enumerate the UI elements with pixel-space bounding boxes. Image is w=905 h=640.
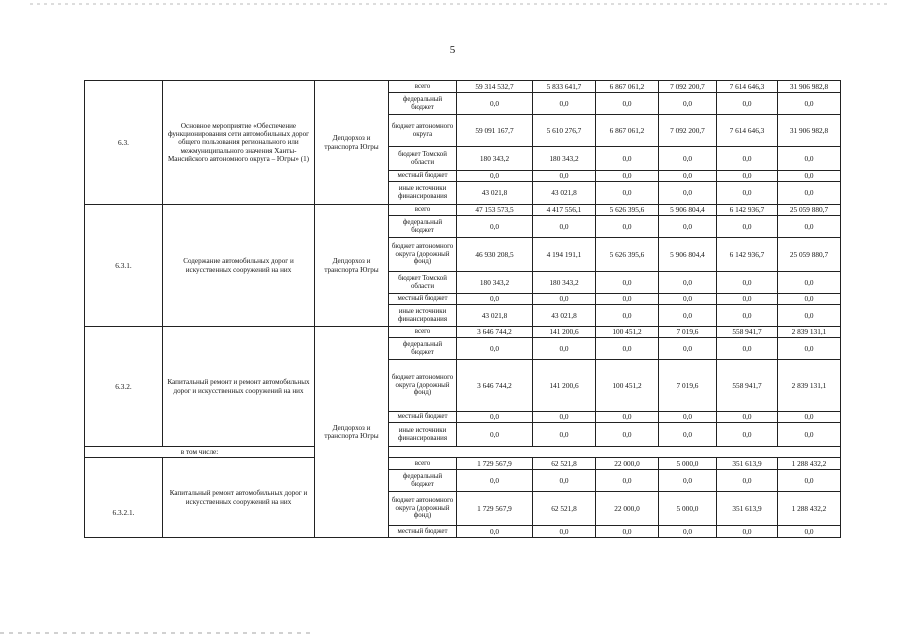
- page-number: 5: [449, 44, 456, 56]
- value-cell: 0,0: [717, 171, 778, 182]
- value-cell: 3 646 744,2: [457, 360, 533, 412]
- value-cell: 0,0: [717, 412, 778, 423]
- value-cell: 0,0: [778, 526, 841, 538]
- value-cell: 0,0: [659, 272, 717, 294]
- value-cell: 0,0: [596, 526, 659, 538]
- funding-source: федеральный бюджет: [389, 338, 457, 360]
- value-cell: 5 626 395,6: [596, 205, 659, 216]
- value-cell: 2 839 131,1: [778, 360, 841, 412]
- value-cell: 0,0: [457, 526, 533, 538]
- value-cell: 0,0: [659, 338, 717, 360]
- value-cell: 47 153 573,5: [457, 205, 533, 216]
- value-cell: 0,0: [457, 93, 533, 115]
- funding-source: местный бюджет: [389, 171, 457, 182]
- value-cell: 0,0: [778, 147, 841, 171]
- value-cell: 0,0: [778, 182, 841, 205]
- funding-source: всего: [389, 327, 457, 338]
- value-cell: 43 021,8: [457, 182, 533, 205]
- value-cell: 180 343,2: [457, 147, 533, 171]
- funding-source: местный бюджет: [389, 526, 457, 538]
- value-cell: 0,0: [778, 412, 841, 423]
- value-cell: 0,0: [596, 412, 659, 423]
- value-cell: 0,0: [717, 294, 778, 305]
- value-cell: 141 200,6: [533, 327, 596, 338]
- value-cell: 6 142 936,7: [717, 205, 778, 216]
- value-cell: 0,0: [596, 305, 659, 327]
- value-cell: 0,0: [659, 294, 717, 305]
- value-cell: 0,0: [457, 338, 533, 360]
- value-cell: 351 613,9: [717, 458, 778, 470]
- value-cell: 43 021,8: [457, 305, 533, 327]
- value-cell: 0,0: [533, 412, 596, 423]
- value-cell: 0,0: [717, 147, 778, 171]
- value-cell: 0,0: [659, 470, 717, 492]
- row-code: 6.3.1.: [85, 205, 163, 327]
- value-cell: 0,0: [778, 470, 841, 492]
- value-cell: 180 343,2: [533, 147, 596, 171]
- value-cell: 0,0: [717, 216, 778, 238]
- scan-artifact-top: [30, 3, 890, 5]
- funding-source: бюджет автономного округа (дорожный фонд): [389, 360, 457, 412]
- value-cell: 0,0: [717, 338, 778, 360]
- value-cell: 0,0: [778, 423, 841, 447]
- value-cell: 0,0: [457, 294, 533, 305]
- executor: Депдорхоз и транспорта Югры: [315, 327, 389, 538]
- value-cell: 0,0: [533, 294, 596, 305]
- value-cell: 0,0: [659, 423, 717, 447]
- value-cell: 0,0: [659, 216, 717, 238]
- value-cell: 5 610 276,7: [533, 115, 596, 147]
- value-cell: 1 288 432,2: [778, 458, 841, 470]
- funding-source: федеральный бюджет: [389, 216, 457, 238]
- value-cell: 0,0: [659, 93, 717, 115]
- measure-title: Капитальный ремонт и ремонт автомобильных дорог и искусственных сооружений на них: [163, 327, 315, 447]
- value-cell: 5 833 641,7: [533, 81, 596, 93]
- value-cell: 59 091 167,7: [457, 115, 533, 147]
- value-cell: 0,0: [778, 338, 841, 360]
- value-cell: 0,0: [457, 423, 533, 447]
- value-cell: 2 839 131,1: [778, 327, 841, 338]
- value-cell: 7 614 646,3: [717, 81, 778, 93]
- value-cell: 31 906 982,8: [778, 115, 841, 147]
- value-cell: 0,0: [778, 272, 841, 294]
- value-cell: 4 417 556,1: [533, 205, 596, 216]
- value-cell: 0,0: [533, 423, 596, 447]
- value-cell: 0,0: [596, 171, 659, 182]
- value-cell: 5 000,0: [659, 458, 717, 470]
- value-cell: 100 451,2: [596, 360, 659, 412]
- value-cell: 180 343,2: [457, 272, 533, 294]
- including-label: в том числе:: [85, 447, 315, 458]
- value-cell: 0,0: [659, 171, 717, 182]
- value-cell: 0,0: [457, 171, 533, 182]
- value-cell: 0,0: [717, 470, 778, 492]
- executor: Депдорхоз и транспорта Югры: [315, 205, 389, 327]
- value-cell: 0,0: [596, 216, 659, 238]
- empty-cell: [389, 447, 841, 458]
- value-cell: 351 613,9: [717, 492, 778, 526]
- value-cell: 0,0: [457, 470, 533, 492]
- funding-source: всего: [389, 81, 457, 93]
- value-cell: 0,0: [533, 338, 596, 360]
- funding-source: бюджет автономного округа (дорожный фонд): [389, 492, 457, 526]
- value-cell: 0,0: [659, 305, 717, 327]
- value-cell: 180 343,2: [533, 272, 596, 294]
- value-cell: 0,0: [596, 147, 659, 171]
- value-cell: 0,0: [457, 412, 533, 423]
- value-cell: 0,0: [533, 171, 596, 182]
- value-cell: 6 867 061,2: [596, 81, 659, 93]
- value-cell: 46 930 208,5: [457, 238, 533, 272]
- value-cell: 62 521,8: [533, 458, 596, 470]
- value-cell: 0,0: [533, 93, 596, 115]
- funding-source: иные источники финансирования: [389, 305, 457, 327]
- value-cell: 0,0: [778, 216, 841, 238]
- value-cell: 0,0: [596, 470, 659, 492]
- funding-source: федеральный бюджет: [389, 470, 457, 492]
- table-row: [85, 327, 841, 338]
- value-cell: 22 000,0: [596, 492, 659, 526]
- value-cell: 0,0: [778, 171, 841, 182]
- value-cell: 0,0: [659, 182, 717, 205]
- row-code: 6.3.2.: [85, 327, 163, 447]
- value-cell: 62 521,8: [533, 492, 596, 526]
- funding-source: бюджет Томской области: [389, 272, 457, 294]
- value-cell: 7 019,6: [659, 360, 717, 412]
- measure-title: Содержание автомобильных дорог и искусственных сооружений на них: [163, 205, 315, 327]
- value-cell: 25 059 880,7: [778, 205, 841, 216]
- funding-source: иные источники финансирования: [389, 182, 457, 205]
- table-row: [85, 458, 841, 470]
- value-cell: 0,0: [717, 272, 778, 294]
- value-cell: 0,0: [533, 470, 596, 492]
- scan-artifact-bottom: [0, 632, 310, 634]
- funding-source: всего: [389, 458, 457, 470]
- value-cell: 0,0: [717, 526, 778, 538]
- value-cell: 0,0: [596, 182, 659, 205]
- value-cell: 6 142 936,7: [717, 238, 778, 272]
- value-cell: 5 000,0: [659, 492, 717, 526]
- value-cell: 1 288 432,2: [778, 492, 841, 526]
- value-cell: 0,0: [717, 93, 778, 115]
- value-cell: 0,0: [533, 216, 596, 238]
- value-cell: 0,0: [596, 294, 659, 305]
- table-row: [85, 205, 841, 216]
- value-cell: 6 867 061,2: [596, 115, 659, 147]
- value-cell: 0,0: [717, 305, 778, 327]
- value-cell: 3 646 744,2: [457, 327, 533, 338]
- value-cell: 31 906 982,8: [778, 81, 841, 93]
- value-cell: 141 200,6: [533, 360, 596, 412]
- funding-source: всего: [389, 205, 457, 216]
- value-cell: 0,0: [717, 182, 778, 205]
- row-code: 6.3.2.1.: [85, 458, 163, 538]
- funding-source: местный бюджет: [389, 412, 457, 423]
- value-cell: 7 614 646,3: [717, 115, 778, 147]
- measure-title: Капитальный ремонт автомобильных дорог и искусственных сооружений на них: [163, 458, 315, 538]
- funding-source: бюджет автономного округа (дорожный фонд): [389, 238, 457, 272]
- value-cell: 5 906 804,4: [659, 205, 717, 216]
- value-cell: 5 906 804,4: [659, 238, 717, 272]
- value-cell: 7 092 200,7: [659, 115, 717, 147]
- value-cell: 0,0: [717, 423, 778, 447]
- value-cell: 558 941,7: [717, 327, 778, 338]
- value-cell: 43 021,8: [533, 182, 596, 205]
- value-cell: 5 626 395,6: [596, 238, 659, 272]
- value-cell: 0,0: [596, 93, 659, 115]
- funding-source: бюджет автономного округа: [389, 115, 457, 147]
- value-cell: 0,0: [457, 216, 533, 238]
- funding-source: иные источники финансирования: [389, 423, 457, 447]
- value-cell: 22 000,0: [596, 458, 659, 470]
- value-cell: 0,0: [596, 272, 659, 294]
- measure-title: Основное мероприятие «Обеспечение функционирования сети автомобильных дорог общего пользования регионального или межмуниципального значения Ханты-Мансийского автономного округа – Югры» (1): [163, 81, 315, 205]
- value-cell: 0,0: [778, 93, 841, 115]
- value-cell: 25 059 880,7: [778, 238, 841, 272]
- funding-source: федеральный бюджет: [389, 93, 457, 115]
- value-cell: 0,0: [596, 338, 659, 360]
- value-cell: 0,0: [596, 423, 659, 447]
- table-row: [85, 81, 841, 93]
- value-cell: 43 021,8: [533, 305, 596, 327]
- value-cell: 1 729 567,9: [457, 492, 533, 526]
- value-cell: 4 194 191,1: [533, 238, 596, 272]
- value-cell: 0,0: [778, 305, 841, 327]
- value-cell: 7 019,6: [659, 327, 717, 338]
- value-cell: 0,0: [659, 412, 717, 423]
- funding-source: бюджет Томской области: [389, 147, 457, 171]
- funding-source: местный бюджет: [389, 294, 457, 305]
- financing-table: [84, 80, 841, 538]
- value-cell: 558 941,7: [717, 360, 778, 412]
- value-cell: 0,0: [533, 526, 596, 538]
- value-cell: 0,0: [659, 147, 717, 171]
- value-cell: 0,0: [659, 526, 717, 538]
- value-cell: 1 729 567,9: [457, 458, 533, 470]
- value-cell: 100 451,2: [596, 327, 659, 338]
- executor: Депдорхоз и транспорта Югры: [315, 81, 389, 205]
- value-cell: 0,0: [778, 294, 841, 305]
- value-cell: 59 314 532,7: [457, 81, 533, 93]
- row-code: 6.3.: [85, 81, 163, 205]
- value-cell: 7 092 200,7: [659, 81, 717, 93]
- table-row: [85, 447, 841, 458]
